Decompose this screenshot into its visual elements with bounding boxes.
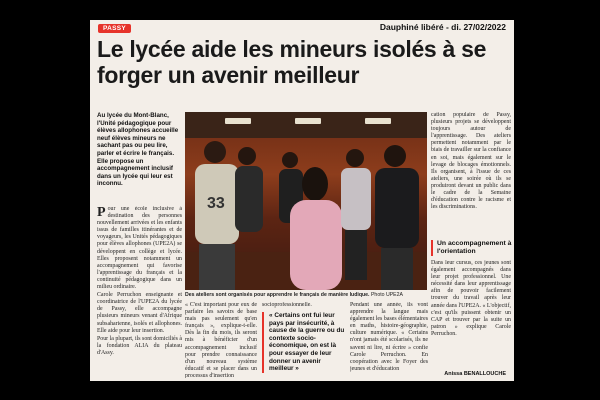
section-subhead: Un accompagnement à l'orientation	[431, 240, 514, 256]
caption-text: Des ateliers sont organisés pour apprendre le français de manière ludique.	[185, 292, 370, 298]
pull-quote: « Certains ont fui leur pays par insécurité, à cause de la guerre ou du contexte socio-économique, on est là pour essayer de leur donner un avenir meilleur »	[262, 312, 347, 373]
person-trousers	[199, 244, 235, 290]
person-head	[346, 149, 364, 167]
col1-paragraph-1: our une école inclusive à destination des personnes nouvellement arrivées et les enfants issus de familles itinérantes et de voyageurs, les Unités pédagogiques pour élèves allophones (UPE2A) se développent en collège et lycée. Elles proposent notamment un accompagnement qui favorise l'apprentissage du français et la continuité pédagogique dans un milieu ordinaire.	[97, 206, 182, 291]
newspaper-clipping	[90, 20, 514, 381]
person-trousers	[381, 248, 413, 290]
col1-paragraph-2: Carole Perruchon enseignante et coordinatrice de l'UPE2A du lycée de Passy, elle accompagne plusieurs mineurs venant d'Afrique subsaharienne, isolés et allophones. Elle aide pour leur insertion.	[97, 292, 182, 334]
person-pink-top	[290, 200, 342, 290]
masthead: Dauphiné libéré - di. 27/02/2022	[379, 22, 506, 32]
jersey-number: 33	[207, 195, 225, 212]
column-6	[431, 260, 511, 366]
col6-paragraph: Dans leur cursus, ces jeunes sont également accompagnés dans leur projet professionnel. Une nécessité dans leur apprentissage afin de pouvoir facilement trouver du travail après leur année dans l'UPE2A. « L'objectif, c'est qu'ils puissent obtenir un CAP et trouver par la suite un patron » explique Carole Perruchon.	[431, 260, 511, 337]
person-head	[238, 147, 256, 165]
person-shirt	[341, 168, 371, 230]
column-1	[97, 206, 182, 378]
article-photo	[185, 112, 427, 290]
lede: Au lycée du Mont-Blanc, l'Unité pédagogique pour élèves allophones accueille neuf élèves mineurs ne sachant pas ou peu lire, parler et écrire le français. Elle propose un accompagnement inclusif dans un lycée qui leur est inconnu.	[97, 112, 179, 188]
column-3	[262, 302, 346, 312]
column-2	[185, 302, 257, 378]
photo-caption	[185, 292, 427, 298]
col3-paragraph: socioprofessionnelle.	[262, 302, 312, 308]
col1-paragraph-3: Pour la plupart, ils sont domiciliés à la fondation ALIA du plateau d'Assy.	[97, 335, 182, 356]
col2-paragraph: « C'est important pour eux de parfaire les savoirs de base mais pas seulement qu'en français », explique-t-elle. Dès la fin du mois, ils seront mis à bénéficier d'un accompagnement inclusif pour prendre connaissance d'un nouveau système éducatif et se placer dans un processus d'insertion	[185, 302, 257, 378]
headline: Le lycée aide les mineurs isolés à se forger un avenir meilleur	[97, 36, 487, 88]
person-jacket	[375, 168, 419, 248]
photo-people	[185, 112, 427, 290]
person-head	[384, 145, 406, 167]
col5-paragraph: cation populaire de Passy, plusieurs projets se développent toujours autour de l'apprentissage. Des ateliers permettent notamment par le biais de travailler sur la confiance en soi, mais également sur le levage de blocages émotionnels. Ils organisent, à l'issue de ces ateliers, une soirée où ils se produiront devant un public dans le cadre de la Semaine d'éducation contre le racisme et les discriminations.	[431, 112, 511, 211]
person-hair	[302, 167, 328, 201]
byline: Anissa BENALLOUCHE	[444, 371, 506, 377]
person-head	[282, 152, 298, 168]
person-trousers	[345, 230, 367, 280]
person-head	[204, 141, 226, 163]
dropcap: P	[97, 206, 106, 220]
photo-credit: Photo UPE2A	[370, 292, 403, 298]
column-5	[431, 112, 511, 236]
column-4	[350, 302, 428, 378]
section-rubric: PASSY	[98, 24, 131, 33]
person-body	[235, 166, 263, 232]
col4-paragraph: Pendant une année, ils vont apprendre la langue mais également les bases élémentaires en maths, histoire-géographie, culture numérique. « Certains n'ont jamais été scolarisés, ils ne savent ni lire, ni écrire » confie Carole Perruchon. En coopération avec le Foyer des jeunes et d'éducation	[350, 302, 428, 372]
